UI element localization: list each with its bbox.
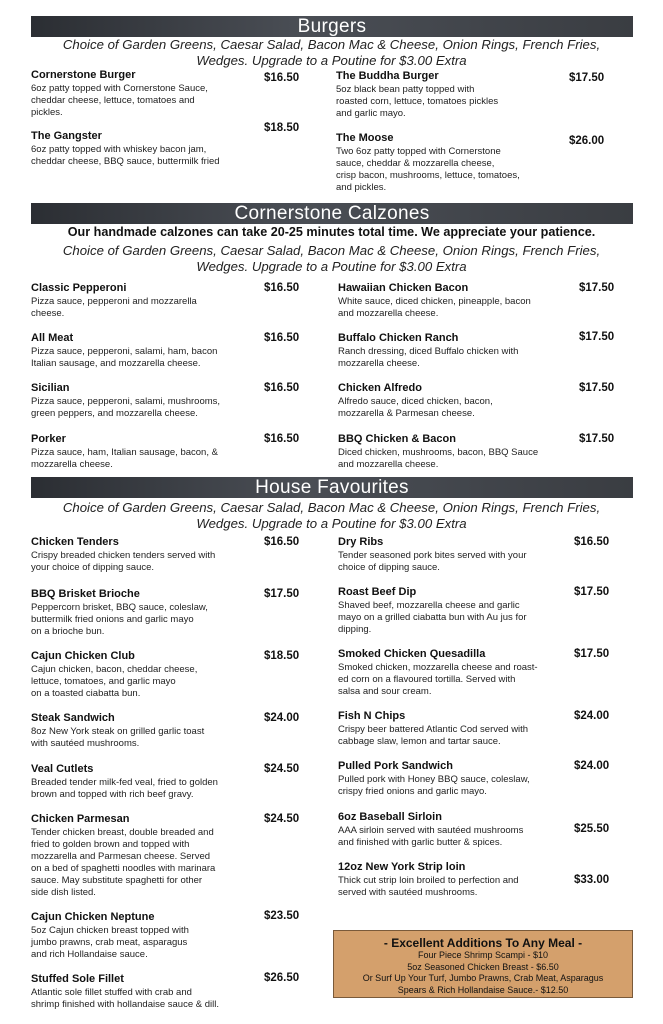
item-price: $26.00 xyxy=(569,135,605,147)
item-name: Sicilian xyxy=(31,382,70,394)
item-name: Cajun Chicken Neptune xyxy=(31,911,155,923)
calzones-sides-line2: Wedges. Upgrade to a Poutine for $3.00 Extra xyxy=(196,259,467,274)
item-name: Cajun Chicken Club xyxy=(31,650,135,662)
house-section-title: House Favourites xyxy=(31,477,633,498)
item-price: $16.50 xyxy=(264,72,300,84)
menu-item-smoked-chicken-quesadilla xyxy=(338,648,578,698)
item-name: Chicken Parmesan xyxy=(31,813,130,825)
item-name: 12oz New York Strip loin xyxy=(338,861,466,873)
item-name: Pulled Pork Sandwich xyxy=(338,760,453,772)
item-description: Crispy beer battered Atlantic Cod served with cabbage slaw, lemon and tartar sauce. xyxy=(338,724,529,747)
item-description: 6oz patty topped with whiskey bacon jam, cheddar cheese, BBQ sauce, buttermilk fried xyxy=(31,144,220,167)
item-description: 8oz New York steak on grilled garlic toast with sautéed mushrooms. xyxy=(31,726,205,749)
item-price: $16.50 xyxy=(264,382,300,394)
burgers-section-title: Burgers xyxy=(31,16,633,37)
house-sides-line1: Choice of Garden Greens, Caesar Salad, Bacon Mac & Cheese, Onion Rings, French Fries, xyxy=(62,500,601,515)
menu-item-pulled-pork-sandwich xyxy=(338,760,578,798)
menu-item-classic-pepperoni xyxy=(31,282,271,320)
burgers-sides-line1: Choice of Garden Greens, Caesar Salad, Bacon Mac & Cheese, Onion Rings, French Fries, xyxy=(62,37,601,52)
item-price: $16.50 xyxy=(264,433,300,445)
item-price: $16.50 xyxy=(574,536,610,548)
item-name: Roast Beef Dip xyxy=(338,586,417,598)
item-name: Buffalo Chicken Ranch xyxy=(338,332,459,344)
menu-item-chicken-parmesan xyxy=(31,813,271,899)
item-name: Chicken Alfredo xyxy=(338,382,422,394)
item-price: $17.50 xyxy=(569,72,605,84)
item-price: $16.50 xyxy=(264,332,300,344)
item-description: Pizza sauce, pepperoni, salami, mushrooms, green peppers, and mozzarella cheese. xyxy=(31,396,221,419)
house-sides-line2: Wedges. Upgrade to a Poutine for $3.00 Extra xyxy=(196,516,467,531)
item-description: Tender chicken breast, double breaded and fried to golden brown and topped with mozzarella and Parmesan cheese. Served on a bed of spaghetti noodles with marinara sauce. May substitute spaghetti for other side dish listed. xyxy=(31,827,216,898)
item-price: $17.50 xyxy=(579,382,615,394)
item-description: Pizza sauce, pepperoni, salami, ham, bacon Italian sausage, and mozzarella cheese. xyxy=(31,346,218,369)
menu-item-steak-sandwich xyxy=(31,712,271,750)
item-price: $24.50 xyxy=(264,763,300,775)
item-description: White sauce, diced chicken, pineapple, bacon and mozzarella cheese. xyxy=(338,296,531,319)
item-price: $25.50 xyxy=(574,823,610,835)
item-description: Ranch dressing, diced Buffalo chicken with mozzarella cheese. xyxy=(338,346,519,369)
item-name: Hawaiian Chicken Bacon xyxy=(338,282,469,294)
item-description: Tender seasoned pork bites served with your choice of dipping sauce. xyxy=(338,550,527,573)
menu-item-buffalo-chicken-ranch xyxy=(338,332,578,370)
item-name: BBQ Chicken & Bacon xyxy=(338,433,456,445)
item-name: Dry Ribs xyxy=(338,536,384,548)
item-description: AAA sirloin served with sautéed mushrooms and finished with garlic butter & spices. xyxy=(338,825,524,848)
item-description: Atlantic sole fillet stuffed with crab and shrimp finished with hollandaise sauce & dill. xyxy=(31,987,219,1010)
item-name: Steak Sandwich xyxy=(31,712,115,724)
additions-line: 5oz Seasoned Chicken Breast - $6.50 xyxy=(407,961,559,972)
item-description: Shaved beef, mozzarella cheese and garlic mayo on a grilled ciabatta bun with Au jus for dipping. xyxy=(338,600,527,635)
item-name: Veal Cutlets xyxy=(31,763,94,775)
item-description: 6oz patty topped with Cornerstone Sauce, cheddar cheese, lettuce, tomatoes and pickles. xyxy=(31,83,208,118)
calzones-notice: Our handmade calzones can take 20-25 minutes total time. We appreciate your patience. xyxy=(67,225,596,239)
item-price: $17.50 xyxy=(264,588,300,600)
additions-box xyxy=(333,930,633,998)
menu-item-cajun-chicken-club xyxy=(31,650,271,700)
menu-item-all-meat xyxy=(31,332,271,370)
item-price: $17.50 xyxy=(574,586,610,598)
menu-item-bbq-chicken-bacon xyxy=(338,433,578,471)
additions-line: Spears & Rich Hollandaise Sauce.- $12.50 xyxy=(397,984,569,995)
menu-item-veal-cutlets xyxy=(31,763,271,801)
item-description: Crispy breaded chicken tenders served with your choice of dipping sauce. xyxy=(31,550,216,573)
item-price: $24.50 xyxy=(264,813,300,825)
menu-item-stuffed-sole-fillet xyxy=(31,973,271,1011)
menu-item-roast-beef-dip xyxy=(338,586,578,636)
item-description: Smoked chicken, mozzarella cheese and roast- ed corn on a flavoured tortilla. Served with salsa and sour cream. xyxy=(338,662,538,697)
item-name: BBQ Brisket Brioche xyxy=(31,588,140,600)
item-name: The Buddha Burger xyxy=(336,70,439,82)
menu-item-chicken-alfredo xyxy=(338,382,578,420)
menu-item-the-gangster xyxy=(31,130,271,168)
item-description: Two 6oz patty topped with Cornerstone sauce, cheddar & mozzarella cheese, crisp bacon, mushrooms, lettuce, tomatoes, and pickles. xyxy=(336,146,520,193)
item-price: $18.50 xyxy=(264,122,300,134)
calzones-sides-line1: Choice of Garden Greens, Caesar Salad, Bacon Mac & Cheese, Onion Rings, French Fries, xyxy=(62,243,601,258)
menu-item-cornerstone-burger xyxy=(31,69,271,119)
additions-line: Four Piece Shrimp Scampi - $10 xyxy=(417,950,549,960)
item-description: Pulled pork with Honey BBQ sauce, coleslaw, crispy fried onions and garlic mayo. xyxy=(338,774,530,797)
item-name: All Meat xyxy=(31,332,74,344)
menu-item-bbq-brisket-brioche xyxy=(31,588,271,638)
item-name: Classic Pepperoni xyxy=(31,282,127,294)
item-description: 5oz black bean patty topped with roasted corn, lettuce, tomatoes pickles and garlic mayo. xyxy=(336,84,499,119)
menu-item-porker xyxy=(31,433,271,471)
menu-item-hawaiian-chicken-bacon xyxy=(338,282,578,320)
menu-item-dry-ribs xyxy=(338,536,578,574)
item-price: $16.50 xyxy=(264,536,300,548)
item-price: $18.50 xyxy=(264,650,300,662)
additions-line: Or Surf Up Your Turf, Jumbo Prawns, Crab Meat, Asparagus xyxy=(362,973,604,983)
menu-item-sicilian xyxy=(31,382,271,420)
item-name: The Moose xyxy=(336,132,394,144)
item-name: Chicken Tenders xyxy=(31,536,119,548)
item-price: $17.50 xyxy=(579,331,615,343)
item-name: The Gangster xyxy=(31,130,102,142)
burgers-sides-line2: Wedges. Upgrade to a Poutine for $3.00 Extra xyxy=(196,53,467,68)
menu-item-the-moose xyxy=(336,132,576,194)
calzones-section-title: Cornerstone Calzones xyxy=(31,203,633,224)
item-description: Breaded tender milk-fed veal, fried to golden brown and topped with rich beef gravy. xyxy=(31,777,218,800)
item-description: Cajun chicken, bacon, cheddar cheese, lettuce, tomatoes, and garlic mayo on a toasted ciabatta bun. xyxy=(31,664,198,699)
item-name: Stuffed Sole Fillet xyxy=(31,973,124,985)
item-price: $33.00 xyxy=(574,874,610,886)
additions-title: - Excellent Additions To Any Meal - xyxy=(383,936,583,950)
item-price: $24.00 xyxy=(264,712,300,724)
item-price: $17.50 xyxy=(574,648,610,660)
item-description: Pizza sauce, ham, Italian sausage, bacon, & mozzarella cheese. xyxy=(31,447,218,470)
item-name: Smoked Chicken Quesadilla xyxy=(338,648,486,660)
menu-item-buddha-burger xyxy=(336,70,576,120)
menu-item-cajun-chicken-neptune xyxy=(31,911,271,961)
item-name: Fish N Chips xyxy=(338,710,406,722)
item-price: $17.50 xyxy=(579,433,615,445)
menu-item-baseball-sirloin xyxy=(338,811,578,849)
item-description: Diced chicken, mushrooms, bacon, BBQ Sauce and mozzarella cheese. xyxy=(338,447,539,470)
item-description: 5oz Cajun chicken breast topped with jumbo prawns, crab meat, asparagus and rich Hollandaise sauce. xyxy=(31,925,189,960)
item-description: Peppercorn brisket, BBQ sauce, coleslaw, buttermilk fried onions and garlic mayo on a brioche bun. xyxy=(31,602,208,637)
item-price: $23.50 xyxy=(264,910,300,922)
item-price: $24.00 xyxy=(574,710,610,722)
menu-item-chicken-tenders xyxy=(31,536,271,574)
item-price: $24.00 xyxy=(574,760,610,772)
item-price: $17.50 xyxy=(579,282,615,294)
menu-item-new-york-strip-loin xyxy=(338,861,578,899)
item-name: Cornerstone Burger xyxy=(31,69,136,81)
item-name: Porker xyxy=(31,433,66,445)
item-name: 6oz Baseball Sirloin xyxy=(338,811,442,823)
menu-item-fish-n-chips xyxy=(338,710,578,748)
item-price: $16.50 xyxy=(264,282,300,294)
item-description: Thick cut strip loin broiled to perfection and served with sautéed mushrooms. xyxy=(338,875,519,898)
item-description: Pizza sauce, pepperoni and mozzarella cheese. xyxy=(31,296,197,319)
item-price: $26.50 xyxy=(264,972,300,984)
item-description: Alfredo sauce, diced chicken, bacon, mozzarella & Parmesan cheese. xyxy=(338,396,493,419)
